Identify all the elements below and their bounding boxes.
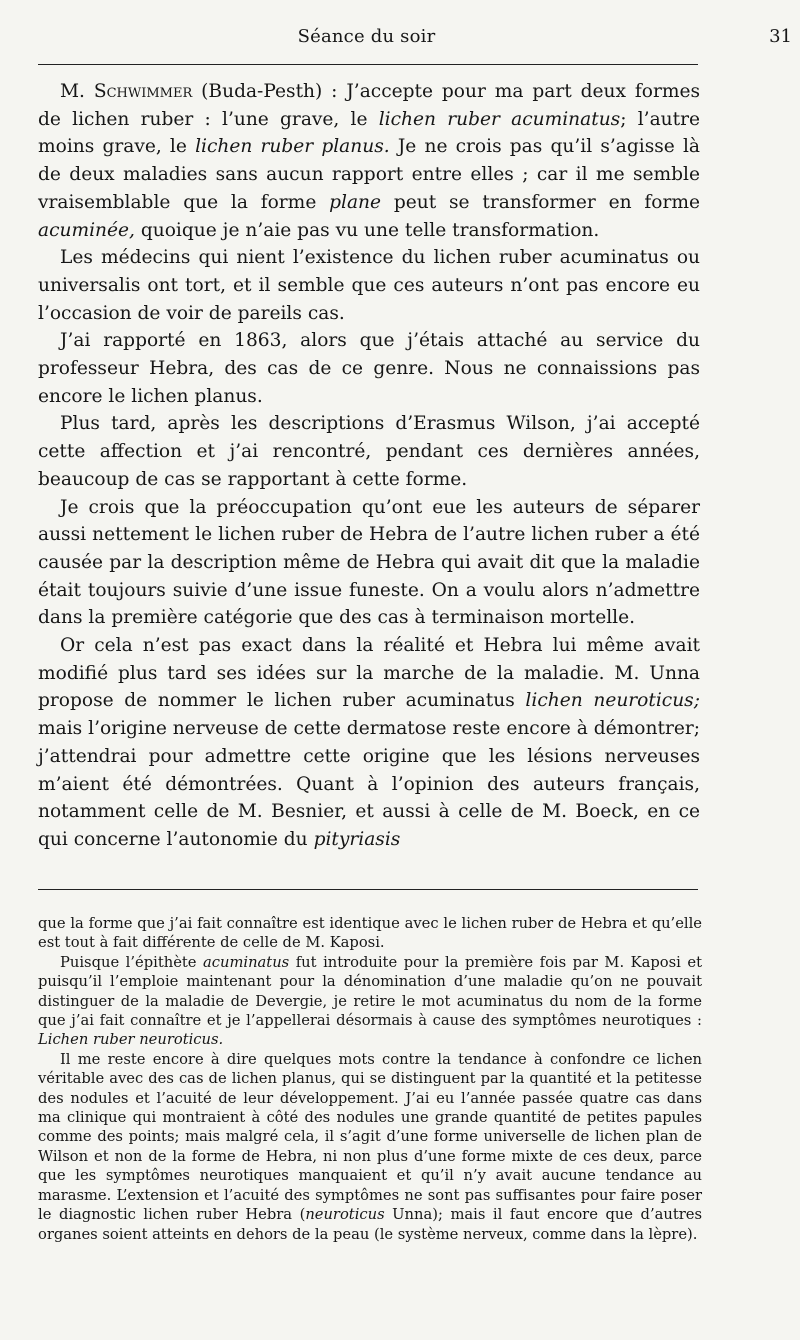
footnote-continuation: que la forme que j’ai fait connaître est identique avec le lichen ruber de Hebra et qu’elle est tout à fait différente de celle de M. Kaposi. [38,915,702,952]
paragraph-5: Je crois que la préoccupation qu’ont eue les auteurs de séparer aussi nettement le lichen ruber de Hebra de l’autre lichen ruber a été causée par la description même de Hebra qui avait dit que la maladie était toujours suivie d’une issue funeste. On a voulu alors n’admettre dans la première catégorie que des cas à terminaison mortelle. [38,496,700,629]
header-rule [38,64,698,65]
paragraph-1: M. Schwimmer (Buda-Pesth) : J’accepte pour ma part deux formes de lichen ruber : l’une grave, le lichen ruber acuminatus; l’autre moins grave, le lichen ruber planus. Je ne crois pas qu’il s’agisse là de deux maladies sans aucun rapport entre elles ; car il me semble vraisemblable que la forme plane peut se transformer en forme acuminée, quoique je n’aie pas vu une telle transformation. [38,81,701,241]
main-text [38,78,700,854]
footnotes [38,914,702,1244]
paragraph-2: Les médecins qui nient l’existence du lichen ruber acuminatus ou universalis ont tort, et il semble que ces auteurs n’ont pas encore eu l’occasion de voir de pareils cas. [38,247,700,324]
paragraph-6: Or cela n’est pas exact dans la réalité et Hebra lui même avait modifié plus tard ses idées sur la marche de la maladie. M. Unna propose de nommer le lichen ruber acuminatus lichen neuroticus; mais l’origine nerveuse de cette dermatose reste encore à démontrer; j’attendrai pour admettre cette origine que les lésions nerveuses m’aient été démontrées. Quant à l’opinion des auteurs français, notamment celle de M. Besnier, et aussi à celle de M. Boeck, en ce qui concerne l’autonomie du pityriasis [38,635,700,850]
running-title: Séance du soir [297,26,436,47]
paragraph-3: J’ai rapporté en 1863, alors que j’étais attaché au service du professeur Hebra, des cas de ce genre. Nous ne connaissions pas encore le lichen planus. [38,330,700,407]
footnote-paragraph-3: Il me reste encore à dire quelques mots contre la tendance à confondre ce lichen véritable avec des cas de lichen planus, qui se distinguent par la quantité et la petitesse des nodules et l’acuité de leur développement. J’ai eu l’année passée quatre cas dans ma clinique qui montraient à côté des nodules une grande quantité de petites papules comme des points; mais malgré cela, il s’agit d’une forme universelle de lichen plan de Wilson et non de la forme de Hebra, ni non plus d’une forme mixte de ces deux, parce que les symptômes neurotiques manquaient et qu’il n’y avait aucune tendance au marasme. L’extension et l’acuité des symptômes ne sont pas suffisantes pour faire poser le diagnostic lichen ruber Hebra (neuroticus Unna); mais il faut encore que d’autres organes soient atteints en dehors de la peau (le système nerveux, comme dans la lèpre). [38,1050,702,1243]
footnote-rule [38,889,698,890]
speaker-name: M. Schwimmer [60,81,193,102]
page-header [38,26,792,50]
paragraph-4: Plus tard, après les descriptions d’Erasmus Wilson, j’ai accepté cette affection et j’ai rencontré, pendant ces dernières années, beaucoup de cas se rapportant à cette forme. [38,413,700,490]
footnote-paragraph-2: Puisque l’épithète acuminatus fut introduite pour la première fois par M. Kaposi et puisqu’il l’emploie maintenant pour la dénomination d’une maladie qu’on ne pouvait distinguer de la maladie de Devergie, je retire le mot acuminatus du nom de la forme que j’ai fait connaître et je l’appellerai désormais à cause des symptômes neurotiques : Lichen ruber neuroticus. [38,953,702,1049]
page-number: 31 [769,26,792,47]
